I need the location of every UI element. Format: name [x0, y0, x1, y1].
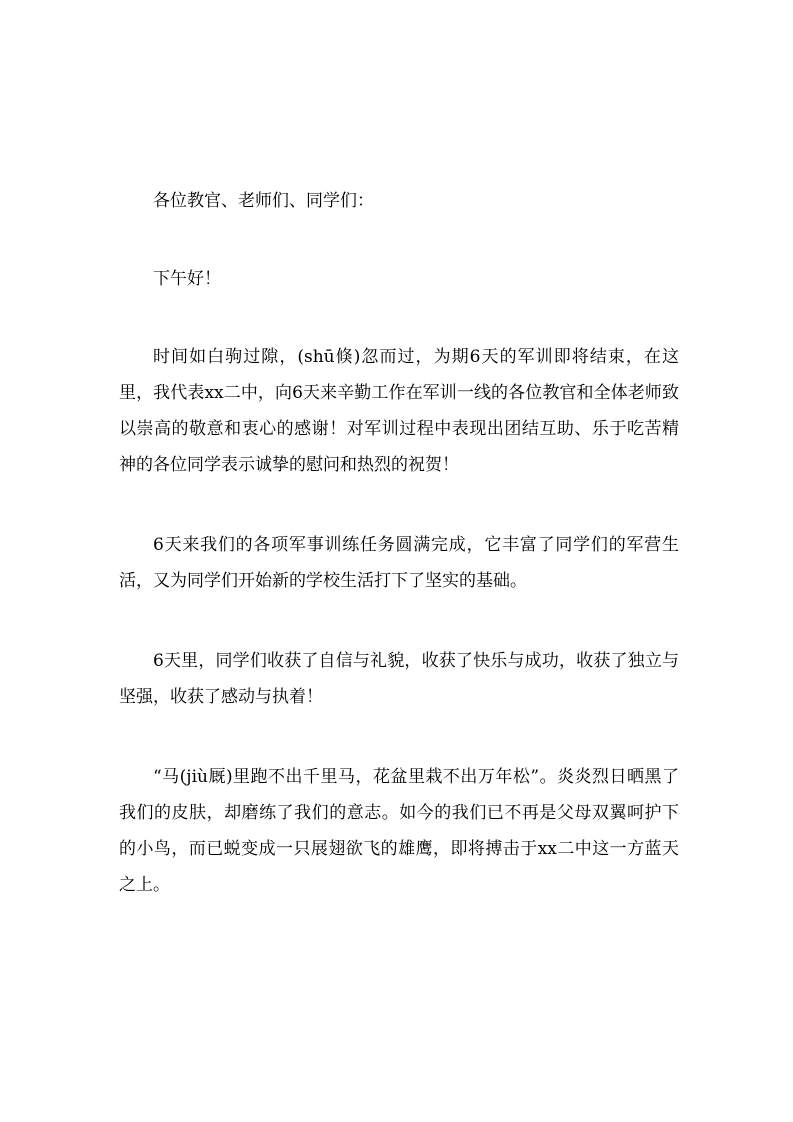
paragraph-3: 6天里，同学们收获了自信与礼貌，收获了快乐与成功，收获了独立与坚强，收获了感动与执着！ [119, 651, 679, 707]
paragraph-4: “马(jiù厩)里跑不出千里马，花盆里栽不出万年松”。炎炎烈日晒黑了我们的皮肤，却磨练了我们的意志。如今的我们已不再是父母双翼呵护下的小鸟，而已蜕变成一只展翅欲飞的雄鹰，即将搏击于xx二中这一方蓝天之上。 [119, 767, 679, 895]
paragraph-1: 时间如白驹过隙，(shū倏)忽而过，为期6天的军训即将结束，在这里，我代表xx二中，向6天来辛勤工作在军训一线的各位教官和全体老师致以崇高的敬意和衷心的感谢！对军训过程中表现出团结互助、乐于吃苦精神的各位同学表示诚挚的慰问和热烈的祝贺！ [119, 347, 679, 475]
greeting-line: 各位教官、老师们、同学们： [153, 191, 374, 211]
salutation-line: 下午好！ [153, 269, 221, 289]
paragraph-2: 6天来我们的各项军事训练任务圆满完成，它丰富了同学们的军营生活，又为同学们开始新的学校生活打下了坚实的基础。 [119, 535, 679, 591]
document-body [119, 183, 679, 903]
